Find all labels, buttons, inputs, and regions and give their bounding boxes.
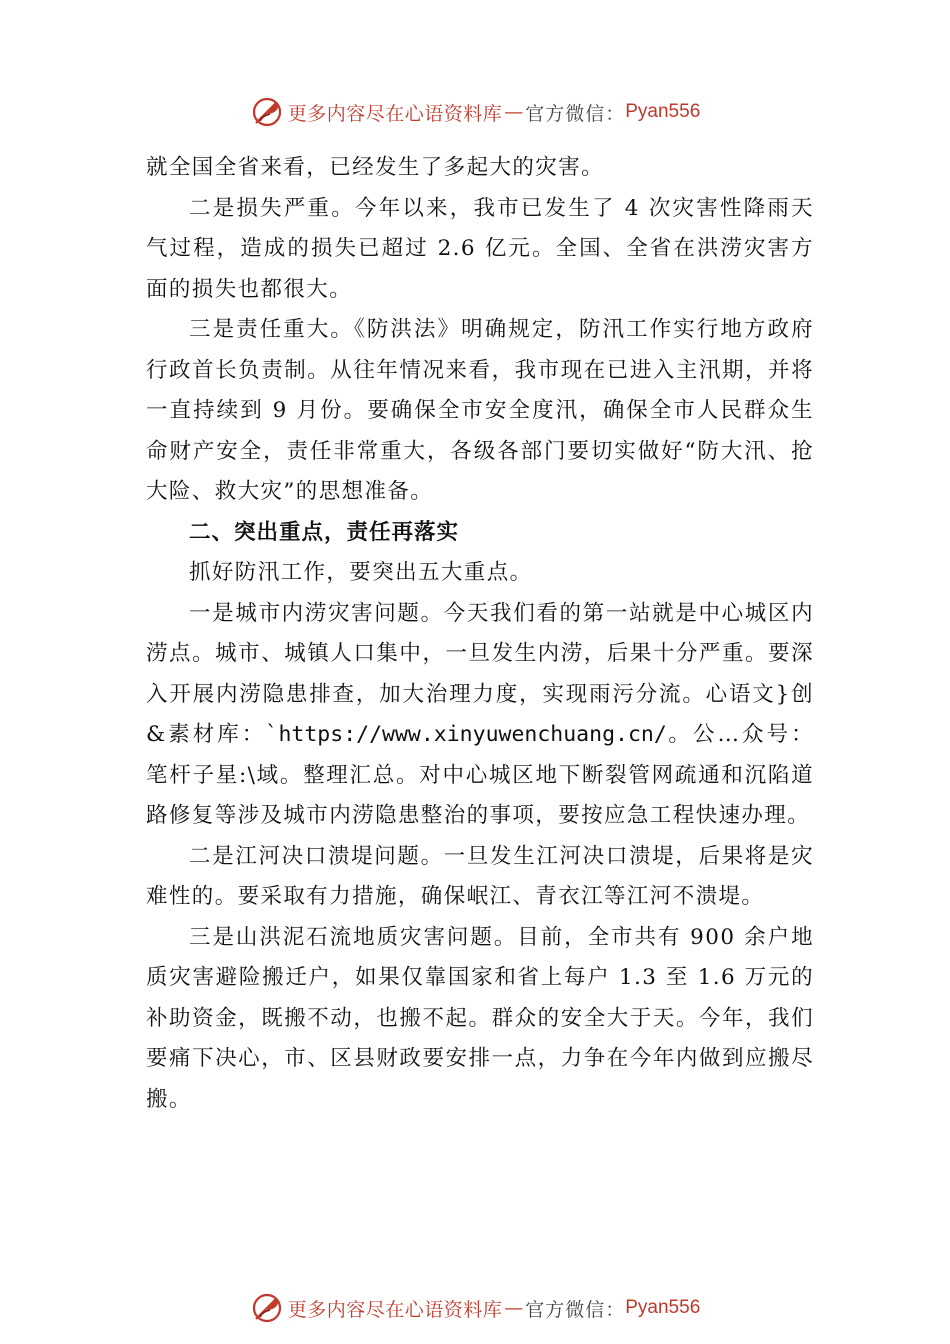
paragraph-5-part-a: 一是城市内涝灾害问题。今天我们看的第一站就是中心城区内涝点。城市、城镇人口集中，一旦发生内涝，后果十分严重。要深入开展内涝隐患排查，加大治理力度，实现雨污分流。心语文}创&素材库：`	[146, 600, 814, 747]
section-heading: 二、突出重点，责任再落实	[189, 519, 460, 545]
quill-logo-icon	[250, 1291, 284, 1325]
paragraph-1: 就全国全省来看，已经发生了多起大的灾害。	[146, 155, 605, 180]
banner-separator: —	[504, 101, 524, 123]
paragraph-5	[146, 594, 814, 837]
paragraph-4: 抓好防汛工作，要突出五大重点。	[189, 560, 533, 585]
promo-text: 更多内容尽在心语资料库	[287, 1298, 503, 1321]
paragraph-2: 二是损失严重。今年以来，我市已发生了 4 次灾害性降雨天气过程，造成的损失已超过 2.6 亿元。全国、全省在洪涝灾害方面的损失也都很大。	[146, 195, 814, 302]
wechat-id: Pyan556	[625, 101, 701, 122]
paragraph-7: 三是山洪泥石流地质灾害问题。目前，全市共有 900 余户地质灾害避险搬迁户，如果仅靠国家和省上每户 1.3 至 1.6 万元的补助资金，既搬不动，也搬不起。群众的安全大于天。今年，我们要痛下决心，市、区县财政要安排一点，力争在今年内做到应搬尽搬。	[146, 924, 814, 1112]
paragraph-6: 二是江河决口溃堤问题。一旦发生江河决口溃堤，后果将是灾难性的。要采取有力措施，确保岷江、青衣江等江河不溃堤。	[146, 843, 814, 909]
header-banner	[0, 94, 950, 130]
wechat-label: 官方微信：	[525, 1298, 626, 1321]
wechat-label: 官方微信：	[525, 102, 626, 125]
footer-banner	[0, 1290, 950, 1326]
promo-text: 更多内容尽在心语资料库	[287, 102, 503, 125]
quill-logo-icon	[250, 95, 284, 129]
wechat-id: Pyan556	[625, 1297, 701, 1318]
website-url: https://www.xinyuwenchuang.cn/	[278, 722, 667, 747]
paragraph-3: 三是责任重大。《防洪法》明确规定，防汛工作实行地方政府行政首长负责制。从往年情况来看，我市现在已进入主汛期，并将一直持续到 9 月份。要确保全市安全度汛，确保全市人民群众生命财产安全，责任非常重大，各级各部门要切实做好“防大汛、抢大险、救大灾”的思想准备。	[146, 317, 814, 504]
paragraph-5-part-b: 。公…众号：笔杆子星:\域。整理汇总。对中心城区地下断裂管网疏通和沉陷道路修复等涉及城市内涝隐患整治的事项，要按应急工程快速办理。	[146, 722, 814, 828]
banner-separator: —	[504, 1297, 524, 1319]
document-body	[146, 148, 814, 1120]
